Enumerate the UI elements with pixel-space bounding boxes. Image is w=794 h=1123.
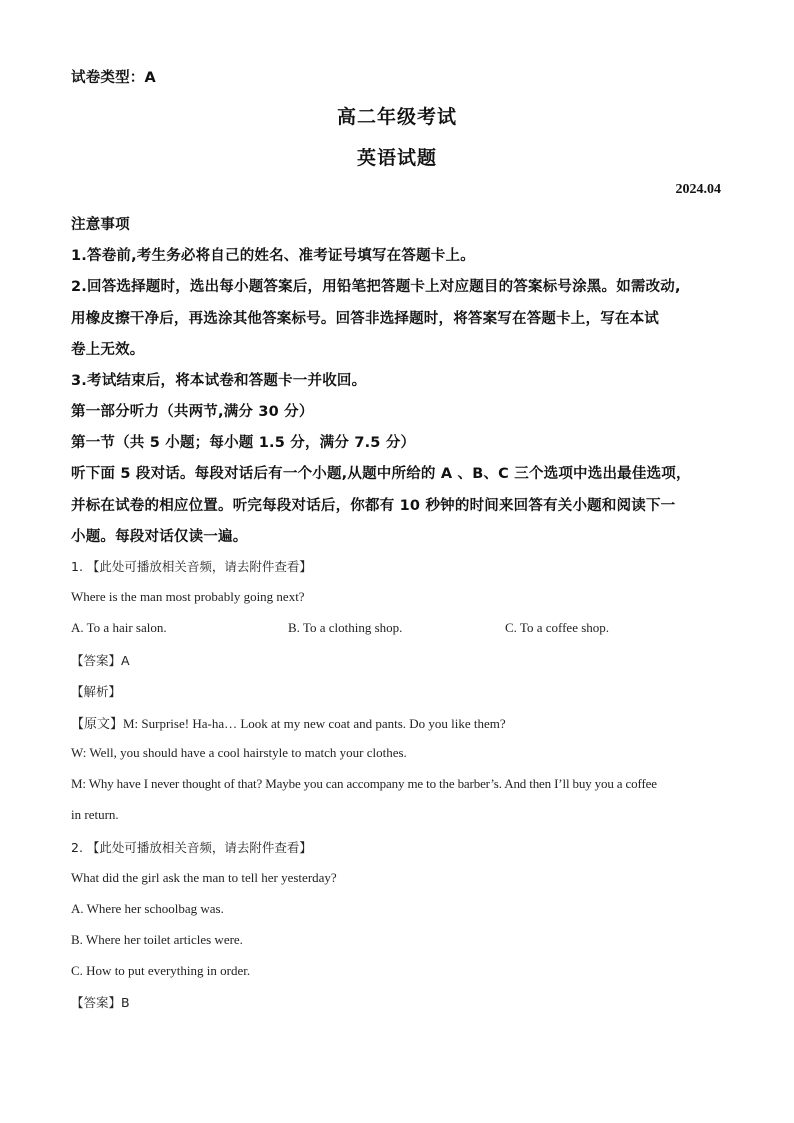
part-1-heading: 第一部分听力（共两节,满分 30 分） xyxy=(71,404,314,420)
note-item-3: 3.考试结束后，将本试卷和答题卡一并收回。 xyxy=(71,373,367,389)
note-item-2-line-2: 用橡皮擦干净后，再选涂其他答案标号。回答非选择题时，将答案写在答题卡上，写在本试 xyxy=(71,311,659,327)
notes-heading: 注意事项 xyxy=(71,217,130,233)
instructions-line-1: 听下面 5 段对话。每段对话后有一个小题,从题中所给的 A 、B、C 三个选项中选出最佳选项， xyxy=(71,466,691,482)
q2-question: What did the girl ask the man to tell her yesterday? xyxy=(71,870,337,885)
exam-date: 2024.04 xyxy=(675,182,721,197)
q2-option-b: B. Where her toilet articles were. xyxy=(71,932,243,947)
q1-option-a: A. To a hair salon. xyxy=(71,620,167,635)
q1-option-b: B. To a clothing shop. xyxy=(288,620,403,635)
note-item-2-line-1: 2.回答选择题时，选出每小题答案后，用铅笔把答题卡上对应题目的答案标号涂黑。如需改动, xyxy=(71,279,681,295)
q1-audio-note: 1. 【此处可播放相关音频，请去附件查看】 xyxy=(71,559,312,574)
note-item-1: 1.答卷前,考生务必将自己的姓名、准考证号填写在答题卡上。 xyxy=(71,248,475,264)
q1-option-c: C. To a coffee shop. xyxy=(505,620,610,635)
q1-transcript-line-4: in return. xyxy=(71,807,119,822)
q2-option-a: A. Where her schoolbag was. xyxy=(71,901,224,916)
paper-type: 试卷类型：A xyxy=(71,70,156,86)
q1-analysis-label: 【解析】 xyxy=(71,684,122,699)
instructions-line-3: 小题。每段对话仅读一遍。 xyxy=(71,529,248,545)
q2-option-c: C. How to put everything in order. xyxy=(71,963,251,978)
q1-transcript-line-2: W: Well, you should have a cool hairstyle to match your clothes. xyxy=(71,745,407,760)
note-item-2-line-3: 卷上无效。 xyxy=(71,342,145,358)
q1-question: Where is the man most probably going next? xyxy=(71,589,305,604)
exam-title: 高二年级考试 xyxy=(336,106,457,128)
q1-answer: 【答案】A xyxy=(71,653,130,668)
exam-subtitle: 英语试题 xyxy=(356,147,437,169)
q1-transcript-line-1: 【原文】M: Surprise! Ha-ha… Look at my new coat and pants. Do you like them? xyxy=(71,716,506,731)
instructions-line-2: 并标在试卷的相应位置。听完每段对话后，你都有 10 秒钟的时间来回答有关小题和阅读下一 xyxy=(71,498,676,514)
section-1-heading: 第一节（共 5 小题；每小题 1.5 分，满分 7.5 分） xyxy=(71,435,416,451)
q1-transcript-line-3: M: Why have I never thought of that? Maybe you can accompany me to the barber’s. And then I’ll buy you a coffee xyxy=(71,776,657,791)
q2-answer: 【答案】B xyxy=(71,995,130,1010)
q2-audio-note: 2. 【此处可播放相关音频，请去附件查看】 xyxy=(71,840,312,855)
